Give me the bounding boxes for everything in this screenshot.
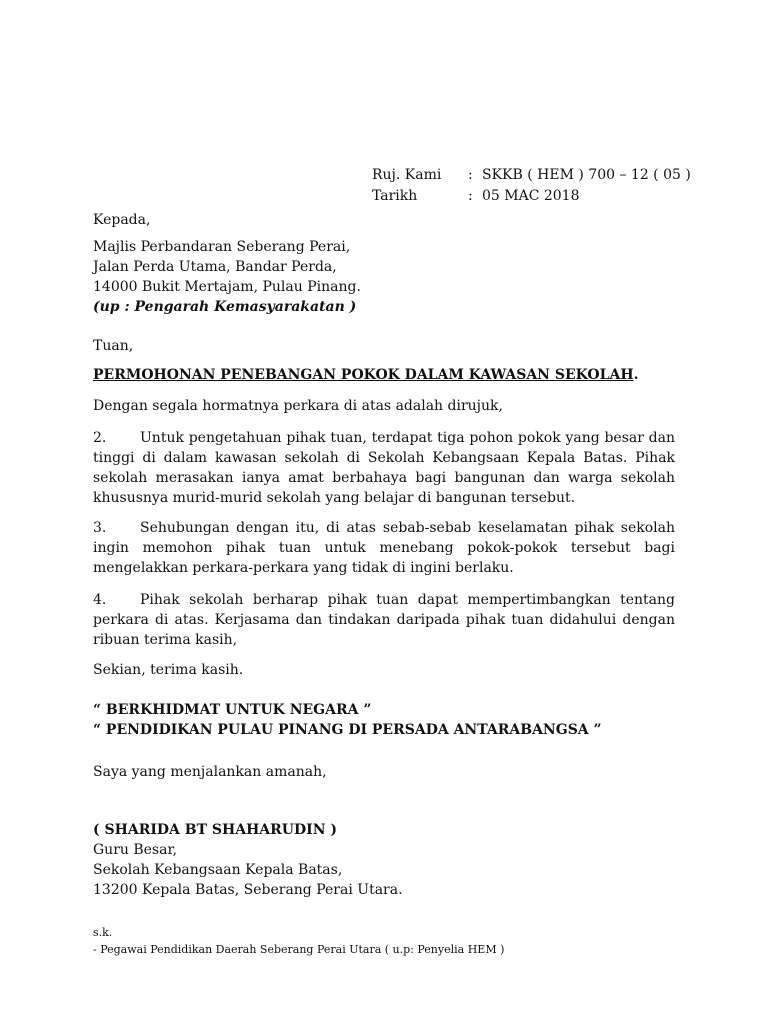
date-label: Tarikh — [372, 188, 418, 204]
motto-line-1: “ BERKHIDMAT UNTUK NEGARA ” — [93, 702, 372, 718]
reference-row — [372, 165, 702, 186]
subject-period: . — [633, 367, 639, 383]
subject-text: PERMOHONAN PENEBANGAN POKOK DALAM KAWASAN SEKOLAH — [93, 367, 634, 383]
address-line-2: Jalan Perda Utama, Bandar Perda, — [93, 259, 337, 275]
date-row — [372, 186, 702, 207]
paragraph-text: Untuk pengetahuan pihak tuan, terdapat tiga pohon pokok yang besar dan tinggi di dalam kawasan sekolah di Sekolah Kebangsaan Kepala Batas. Pihak sekolah merasakan ianya amat berbahaya bagi bangunan dan warga sekolah khususnya murid-murid sekolah yang belajar di bangunan tersebut. — [93, 430, 675, 506]
signer-name: ( SHARIDA BT SHAHARUDIN ) — [93, 822, 338, 838]
cc-recipient: - Pegawai Pendidikan Daerah Seberang Perai Utara ( u.p: Penyelia HEM ) — [93, 943, 505, 956]
signer-address: 13200 Kepala Batas, Seberang Perai Utara. — [93, 882, 403, 898]
reference-value: SKKB ( HEM ) 700 – 12 ( 05 ) — [482, 167, 691, 183]
salutation: Tuan, — [93, 338, 134, 354]
sign-off: Saya yang menjalankan amanah, — [93, 764, 327, 780]
reference-colon: : — [468, 167, 473, 183]
recipient-heading: Kepada, — [93, 212, 151, 228]
reference-label: Ruj. Kami — [372, 167, 442, 183]
reference-block — [372, 165, 702, 207]
recipient-address — [93, 237, 361, 317]
paragraph-2 — [93, 428, 675, 508]
paragraph-4 — [93, 590, 675, 650]
closing-line: Sekian, terima kasih. — [93, 662, 244, 678]
paragraph-number: 2. — [93, 430, 107, 446]
date-colon: : — [468, 188, 473, 204]
signer-title: Guru Besar, — [93, 842, 178, 858]
paragraph-text: Pihak sekolah berharap pihak tuan dapat mempertimbangkan tentang perkara di atas. Kerjasama dan tindakan daripada pihak tuan didahului dengan ribuan terima kasih, — [93, 592, 675, 648]
cc-label: s.k. — [93, 926, 113, 939]
address-line-3: 14000 Bukit Mertajam, Pulau Pinang. — [93, 279, 361, 295]
signer-school: Sekolah Kebangsaan Kepala Batas, — [93, 862, 343, 878]
signature-block — [93, 820, 403, 900]
motto-line-2: “ PENDIDIKAN PULAU PINANG DI PERSADA ANTARABANGSA ” — [93, 722, 602, 738]
intro-paragraph: Dengan segala hormatnya perkara di atas adalah dirujuk, — [93, 398, 503, 414]
subject-line — [93, 365, 638, 385]
paragraph-text: Sehubungan dengan itu, di atas sebab-sebab keselamatan pihak sekolah ingin memohon pihak tuan untuk menebang pokok-pokok tersebut bagi mengelakkan perkara-perkara yang tidak di ingini berlaku. — [93, 520, 675, 576]
attention-line: (up : Pengarah Kemasyarakatan ) — [93, 299, 357, 315]
paragraph-number: 3. — [93, 520, 107, 536]
paragraph-number: 4. — [93, 592, 107, 608]
address-line-1: Majlis Perbandaran Seberang Perai, — [93, 239, 351, 255]
date-value: 05 MAC 2018 — [482, 188, 580, 204]
motto-block — [93, 700, 602, 740]
carbon-copy-block — [93, 924, 504, 958]
paragraph-3 — [93, 518, 675, 578]
